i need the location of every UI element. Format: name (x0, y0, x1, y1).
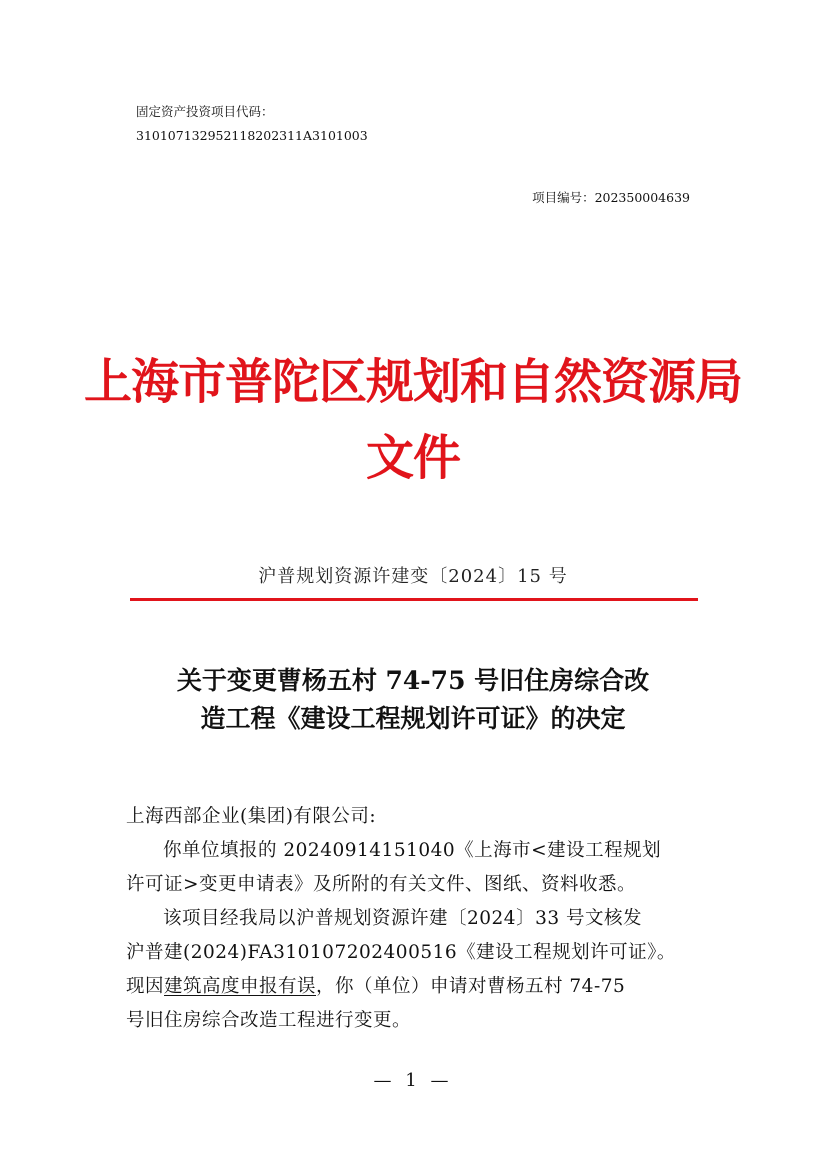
project-code-value: 310107132952118202311A3101003 (136, 128, 368, 143)
document-body (126, 800, 702, 1038)
addressee: 上海西部企业(集团)有限公司: (126, 806, 377, 827)
paragraph-2-line-4: 号旧住房综合改造工程进行变更。 (126, 1010, 412, 1031)
title-line-1: 上海市普陀区规划和自然资源局 (83, 354, 742, 410)
issuing-organization-title (0, 344, 826, 496)
red-divider-line (130, 598, 698, 601)
page-number: — 1 — (373, 1070, 453, 1091)
line-3-prefix: 现因 (126, 976, 165, 997)
title-line-2: 文件 (365, 430, 460, 486)
project-number: 项目编号：202350004639 (532, 190, 690, 205)
paragraph-2-line-2: 沪普建(2024)FA310107202400516《建设工程规划许可证》。 (126, 942, 676, 963)
document-number: 沪普规划资源许建变〔2024〕15 号 (258, 566, 568, 587)
document-subject (0, 662, 826, 738)
paragraph-1-line-1: 你单位填报的 20240914151040《上海市<建设工程规划 (163, 840, 662, 861)
paragraph-2-line-3 (126, 970, 702, 1004)
header-code-block (136, 103, 368, 151)
paragraph-2-line-1: 该项目经我局以沪普规划资源许建〔2024〕33 号文核发 (163, 908, 643, 929)
project-code-label: 固定资产投资项目代码： (136, 104, 274, 119)
underlined-reason: 建筑高度申报有误 (164, 976, 317, 997)
subject-line-1: 关于变更曹杨五村 74-75 号旧住房综合改 (176, 666, 650, 695)
subject-line-2: 造工程《建设工程规划许可证》的决定 (200, 704, 626, 733)
line-3-suffix: ，你（单位）申请对曹杨五村 74-75 (316, 976, 626, 997)
paragraph-1-line-2: 许可证>变更申请表》及所附的有关文件、图纸、资料收悉。 (126, 874, 637, 895)
